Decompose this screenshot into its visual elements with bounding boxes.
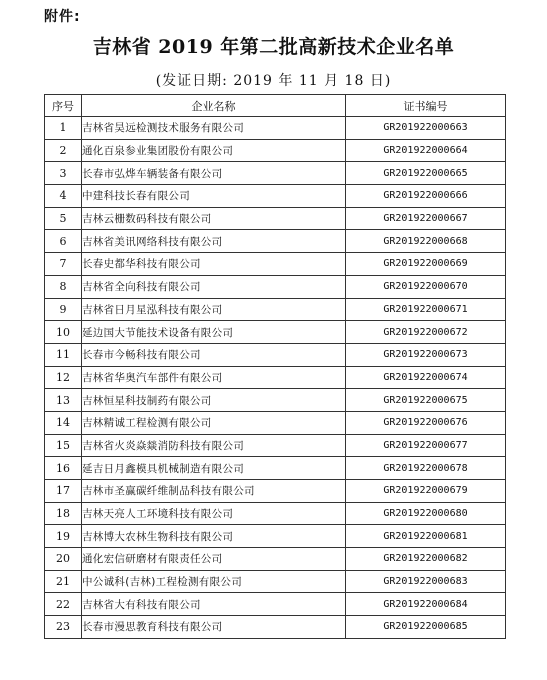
- certificate-number: GR201922000669: [346, 253, 506, 276]
- table-header-row: [45, 95, 506, 117]
- row-number: 22: [45, 593, 82, 616]
- table-row: [45, 502, 506, 525]
- certificate-number: GR201922000676: [346, 411, 506, 434]
- table-row: [45, 548, 506, 571]
- row-number: 9: [45, 298, 82, 321]
- row-number: 12: [45, 366, 82, 389]
- company-name: 长春史都华科技有限公司: [82, 253, 346, 276]
- company-name: 吉林天亮人工环境科技有限公司: [82, 502, 346, 525]
- row-number: 4: [45, 185, 82, 208]
- table-row: [45, 162, 506, 185]
- certificate-number: GR201922000677: [346, 434, 506, 457]
- company-name: 吉林省华奥汽车部件有限公司: [82, 366, 346, 389]
- table-row: [45, 593, 506, 616]
- table-row: [45, 411, 506, 434]
- enterprise-table: [44, 94, 506, 639]
- table-row: [45, 616, 506, 639]
- certificate-number: GR201922000674: [346, 366, 506, 389]
- table-body: [45, 117, 506, 639]
- table-row: [45, 434, 506, 457]
- certificate-number: GR201922000671: [346, 298, 506, 321]
- row-number: 21: [45, 570, 82, 593]
- company-name: 通化百泉参业集团股份有限公司: [82, 139, 346, 162]
- table-row: [45, 343, 506, 366]
- certificate-number: GR201922000681: [346, 525, 506, 548]
- row-number: 18: [45, 502, 82, 525]
- row-number: 15: [45, 434, 82, 457]
- company-name: 吉林省火炎焱燚消防科技有限公司: [82, 434, 346, 457]
- row-number: 19: [45, 525, 82, 548]
- certificate-number: GR201922000673: [346, 343, 506, 366]
- company-name: 延边国大节能技术设备有限公司: [82, 321, 346, 344]
- certificate-number: GR201922000667: [346, 207, 506, 230]
- company-name: 吉林省大有科技有限公司: [82, 593, 346, 616]
- certificate-number: GR201922000679: [346, 480, 506, 503]
- certificate-number: GR201922000665: [346, 162, 506, 185]
- certificate-number: GR201922000663: [346, 117, 506, 140]
- row-number: 16: [45, 457, 82, 480]
- table-row: [45, 253, 506, 276]
- table-row: [45, 298, 506, 321]
- row-number: 3: [45, 162, 82, 185]
- company-name: 通化宏信研磨材有限责任公司: [82, 548, 346, 571]
- company-name: 吉林精诚工程检测有限公司: [82, 411, 346, 434]
- attachment-label: 附件:: [44, 9, 81, 25]
- row-number: 20: [45, 548, 82, 571]
- table-row: [45, 525, 506, 548]
- company-name: 长春市漫思教育科技有限公司: [82, 616, 346, 639]
- company-name: 吉林省日月星泓科技有限公司: [82, 298, 346, 321]
- company-name: 长春市弘烨车辆装备有限公司: [82, 162, 346, 185]
- table-row: [45, 366, 506, 389]
- row-number: 7: [45, 253, 82, 276]
- certificate-number: GR201922000684: [346, 593, 506, 616]
- certificate-number: GR201922000685: [346, 616, 506, 639]
- table-row: [45, 185, 506, 208]
- column-header-cert: 证书编号: [346, 95, 506, 117]
- certificate-number: GR201922000682: [346, 548, 506, 571]
- certificate-number: GR201922000678: [346, 457, 506, 480]
- table-row: [45, 117, 506, 140]
- company-name: 吉林恒星科技制药有限公司: [82, 389, 346, 412]
- certificate-number: GR201922000664: [346, 139, 506, 162]
- table-row: [45, 321, 506, 344]
- table-row: [45, 457, 506, 480]
- company-name: 吉林云栅数码科技有限公司: [82, 207, 346, 230]
- table-row: [45, 480, 506, 503]
- company-name: 延吉日月鑫模具机械制造有限公司: [82, 457, 346, 480]
- table-row: [45, 389, 506, 412]
- table-row: [45, 207, 506, 230]
- row-number: 2: [45, 139, 82, 162]
- company-name: 吉林省美讯网络科技有限公司: [82, 230, 346, 253]
- row-number: 23: [45, 616, 82, 639]
- company-name: 吉林博大农林生物科技有限公司: [82, 525, 346, 548]
- company-name: 吉林省全向科技有限公司: [82, 275, 346, 298]
- company-name: 中建科技长春有限公司: [82, 185, 346, 208]
- certificate-number: GR201922000668: [346, 230, 506, 253]
- table-row: [45, 230, 506, 253]
- certificate-number: GR201922000675: [346, 389, 506, 412]
- row-number: 6: [45, 230, 82, 253]
- row-number: 1: [45, 117, 82, 140]
- table-row: [45, 275, 506, 298]
- issue-date-subtitle: (发证日期: 2019 年 11 月 18 日): [155, 73, 392, 89]
- row-number: 13: [45, 389, 82, 412]
- company-name: 中公诚科(吉林)工程检测有限公司: [82, 570, 346, 593]
- company-name: 长春市今畅科技有限公司: [82, 343, 346, 366]
- certificate-number: GR201922000672: [346, 321, 506, 344]
- column-header-name: 企业名称: [82, 95, 346, 117]
- row-number: 10: [45, 321, 82, 344]
- certificate-number: GR201922000666: [346, 185, 506, 208]
- company-name: 吉林市圣赢碳纤维制品科技有限公司: [82, 480, 346, 503]
- certificate-number: GR201922000670: [346, 275, 506, 298]
- table-row: [45, 570, 506, 593]
- row-number: 17: [45, 480, 82, 503]
- row-number: 14: [45, 411, 82, 434]
- certificate-number: GR201922000680: [346, 502, 506, 525]
- company-name: 吉林省昊远检测技术服务有限公司: [82, 117, 346, 140]
- column-header-no: 序号: [45, 95, 82, 117]
- row-number: 8: [45, 275, 82, 298]
- row-number: 11: [45, 343, 82, 366]
- table-row: [45, 139, 506, 162]
- certificate-number: GR201922000683: [346, 570, 506, 593]
- row-number: 5: [45, 207, 82, 230]
- document-title: 吉林省 2019 年第二批高新技术企业名单: [92, 36, 455, 58]
